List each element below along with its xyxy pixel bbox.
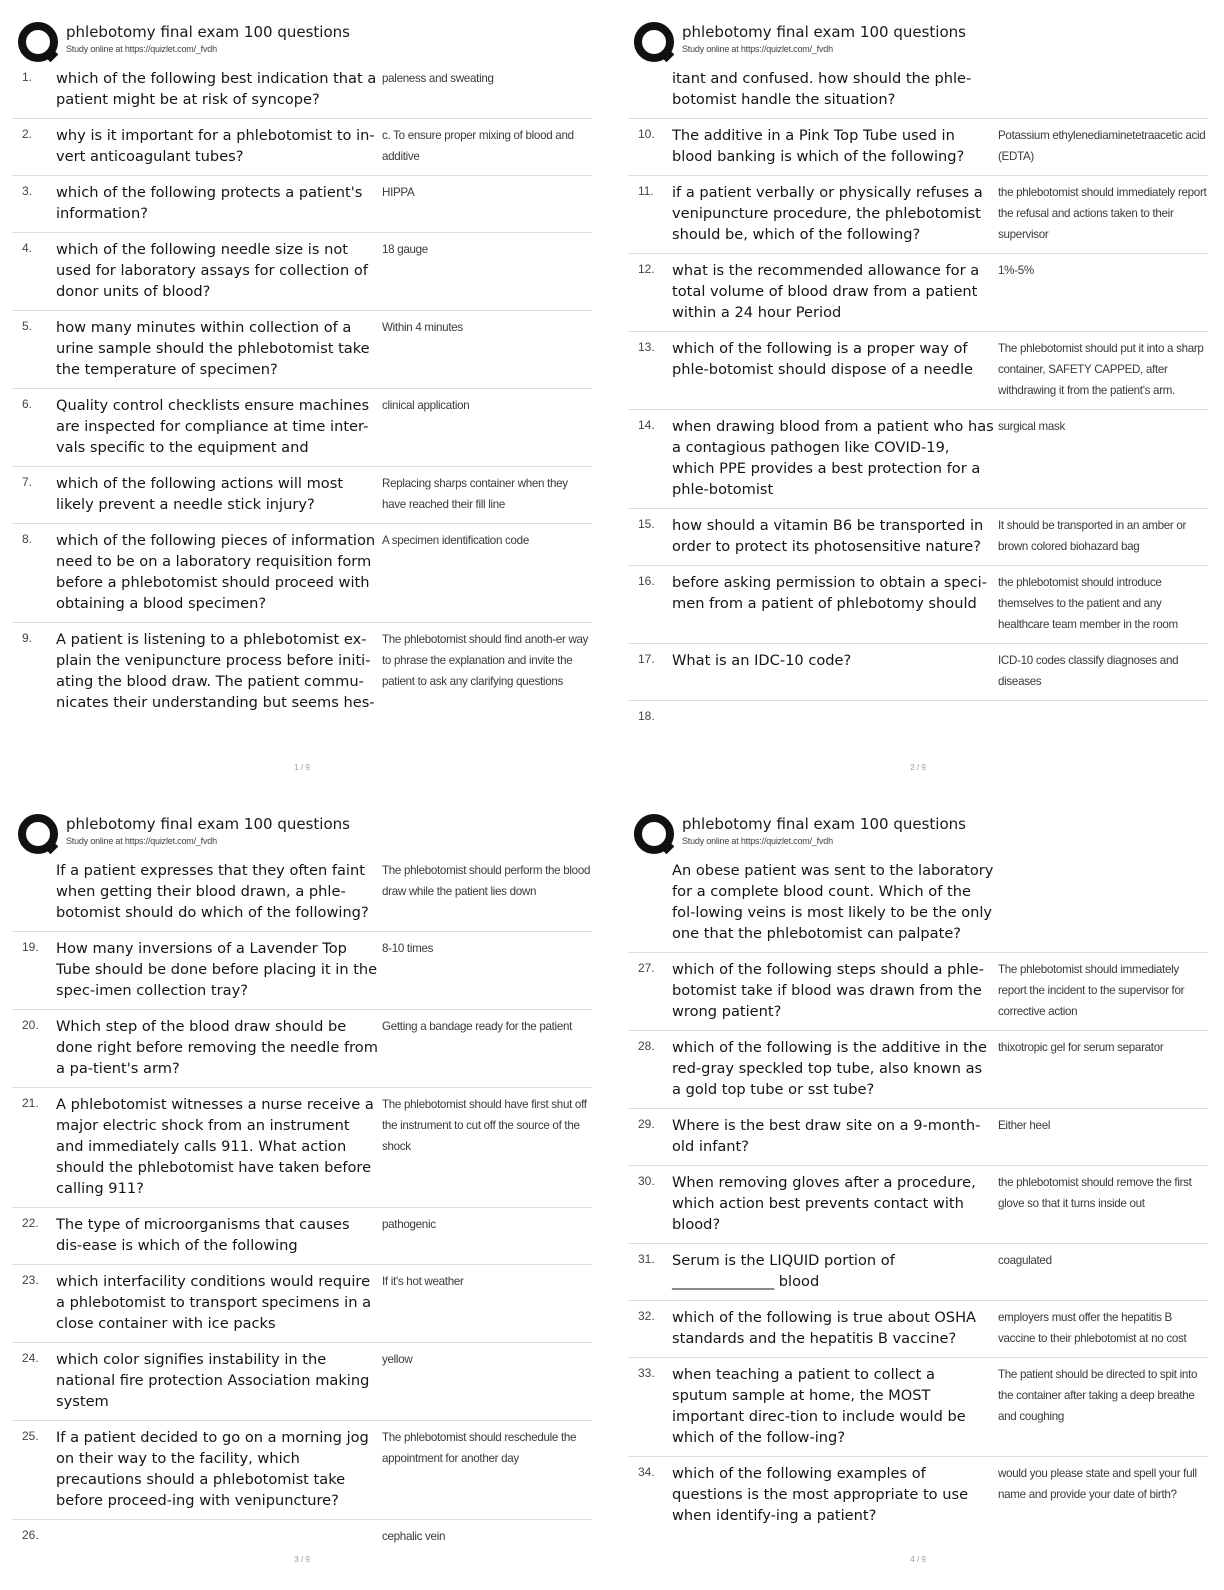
page-number: 2 / 9 xyxy=(910,763,926,772)
question-number: 16. xyxy=(638,574,655,588)
question-number: 20. xyxy=(22,1018,39,1032)
document-page-3 xyxy=(12,810,604,1590)
answer-text: cephalic vein xyxy=(382,1530,446,1543)
answer-text: 18 gauge xyxy=(382,243,428,256)
question-row xyxy=(12,1265,592,1343)
answer-text: The phlebotomist should immediately report the incident to the supervisor for corrective action xyxy=(998,963,1185,1018)
question-text: if a patient verbally or physically refuses a venipuncture procedure, the phlebotomist should be, which of the following? xyxy=(672,184,983,243)
answer-text: employers must offer the hepatitis B vaccine to their phlebotomist at no cost xyxy=(998,1311,1187,1345)
question-number: 18. xyxy=(638,709,655,723)
question-number: 29. xyxy=(638,1117,655,1131)
question-row xyxy=(628,62,1208,119)
quizlet-logo-icon xyxy=(634,22,674,62)
question-number: 12. xyxy=(638,262,655,276)
question-number: 30. xyxy=(638,1174,655,1188)
question-row xyxy=(628,1457,1208,1534)
question-list xyxy=(12,854,592,1555)
question-text: A patient is listening to a phlebotomist ex-plain the venipuncture process before initi-ating the blood draw. The patient commu-nicates their understanding but seems hes- xyxy=(56,631,375,711)
question-number xyxy=(628,860,672,944)
answer-text: Getting a bandage ready for the patient xyxy=(382,1020,573,1033)
question-text: If a patient decided to go on a morning jog on their way to the facility, which precautions should a phlebotomist take before proceed-ing with venipuncture? xyxy=(56,1429,369,1509)
document-title: phlebotomy final exam 100 questions xyxy=(682,815,966,833)
answer-text: Within 4 minutes xyxy=(382,321,463,334)
question-text: When removing gloves after a procedure, which action best prevents contact with blood? xyxy=(672,1174,976,1233)
question-text: what is the recommended allowance for a total volume of blood draw from a patient within a 24 hour Period xyxy=(672,262,980,321)
question-text: why is it important for a phlebotomist to in-vert anticoagulant tubes? xyxy=(56,127,375,165)
quizlet-logo-icon xyxy=(18,22,58,62)
question-text: How many inversions of a Lavender Top Tube should be done before placing it in the spec-imen collection tray? xyxy=(56,940,378,999)
question-number: 19. xyxy=(22,940,39,954)
question-row xyxy=(12,932,592,1010)
question-number: 24. xyxy=(22,1351,39,1365)
question-number: 15. xyxy=(638,517,655,531)
answer-text: the phlebotomist should remove the first glove so that it turns inside out xyxy=(998,1176,1192,1210)
question-row xyxy=(12,1520,592,1555)
question-text: which of the following pieces of information need to be on a laboratory requisition form before a phlebotomist should proceed with obtaining a blood specimen? xyxy=(56,532,376,612)
answer-text xyxy=(998,707,1208,723)
question-text: itant and confused. how should the phle-botomist handle the situation? xyxy=(672,70,972,108)
answer-text: Either heel xyxy=(998,1119,1051,1132)
question-number: 8. xyxy=(22,532,33,546)
answer-text: The phlebotomist should perform the blood draw while the patient lies down xyxy=(382,864,591,898)
page-header xyxy=(628,810,1220,854)
answer-text: The phlebotomist should find anoth-er way to phrase the explanation and invite the patient to ask any clarifying questions xyxy=(382,633,589,688)
question-row xyxy=(12,623,592,721)
question-row xyxy=(12,1421,592,1520)
question-row xyxy=(628,176,1208,254)
question-number: 13. xyxy=(638,340,655,354)
question-row xyxy=(628,1166,1208,1244)
question-text: Quality control checklists ensure machines are inspected for compliance at time inter-vals specific to the equipment and xyxy=(56,397,370,456)
answer-text: It should be transported in an amber or brown colored biohazard bag xyxy=(998,519,1187,553)
question-number: 4. xyxy=(22,241,33,255)
document-title: phlebotomy final exam 100 questions xyxy=(682,23,966,41)
question-text: If a patient expresses that they often faint when getting their blood drawn, a phle-botomist should do which of the following? xyxy=(56,862,369,921)
question-row xyxy=(628,701,1208,731)
document-subtitle: Study online at https://quizlet.com/_fvdh xyxy=(66,836,217,846)
question-row xyxy=(12,467,592,524)
question-text: which interfacility conditions would require a phlebotomist to transport specimens in a close container with ice packs xyxy=(56,1273,372,1332)
question-text: which of the following examples of questions is the most appropriate to use when identify-ing a patient? xyxy=(672,1465,969,1524)
question-number: 26. xyxy=(22,1528,39,1542)
question-row xyxy=(628,1301,1208,1358)
question-number xyxy=(628,68,672,110)
question-row xyxy=(12,62,592,119)
answer-text: thixotropic gel for serum separator xyxy=(998,1041,1164,1054)
question-row xyxy=(628,1109,1208,1166)
question-text: which of the following is a proper way of phle-botomist should dispose of a needle xyxy=(672,340,974,378)
answer-text: coagulated xyxy=(998,1254,1052,1267)
question-row xyxy=(12,389,592,467)
page-header xyxy=(12,18,604,62)
answer-text: The phlebotomist should reschedule the appointment for another day xyxy=(382,1431,577,1465)
quizlet-logo-icon xyxy=(634,814,674,854)
question-row xyxy=(12,1208,592,1265)
question-text: An obese patient was sent to the laboratory for a complete blood count. Which of the fol-lowing veins is most likely to be the only one that the phlebotomist can palpate? xyxy=(672,862,994,942)
question-number: 3. xyxy=(22,184,33,198)
answer-text: the phlebotomist should introduce themselves to the patient and any healthcare team member in the room xyxy=(998,576,1178,631)
question-number: 14. xyxy=(638,418,655,432)
question-row xyxy=(628,1031,1208,1109)
question-text: when drawing blood from a patient who has a contagious pathogen like COVID-19, which PPE provides a best protection for a phle-botomist xyxy=(672,418,994,498)
answer-text: 8-10 times xyxy=(382,942,434,955)
question-text: which of the following needle size is not used for laboratory assays for collection of donor units of blood? xyxy=(56,241,368,300)
question-number: 9. xyxy=(22,631,33,645)
page-number: 1 / 9 xyxy=(294,763,310,772)
question-row xyxy=(628,644,1208,701)
question-row xyxy=(628,854,1208,953)
page-header xyxy=(628,18,1220,62)
answer-text: yellow xyxy=(382,1353,413,1366)
question-number: 28. xyxy=(638,1039,655,1053)
answer-text: pathogenic xyxy=(382,1218,436,1231)
answer-text: The patient should be directed to spit into the container after taking a deep breathe and coughing xyxy=(998,1368,1198,1423)
question-number: 7. xyxy=(22,475,33,489)
question-text: which color signifies instability in the national fire protection Association making system xyxy=(56,1351,370,1410)
question-row xyxy=(12,176,592,233)
answer-text: If it's hot weather xyxy=(382,1275,464,1288)
document-subtitle: Study online at https://quizlet.com/_fvdh xyxy=(682,44,833,54)
answer-text xyxy=(998,860,1208,944)
document-subtitle: Study online at https://quizlet.com/_fvdh xyxy=(66,44,217,54)
page-number: 3 / 9 xyxy=(294,1555,310,1564)
question-number: 17. xyxy=(638,652,655,666)
question-number: 22. xyxy=(22,1216,39,1230)
document-title: phlebotomy final exam 100 questions xyxy=(66,815,350,833)
question-row xyxy=(628,1358,1208,1457)
question-row xyxy=(628,1244,1208,1301)
answer-text: Potassium ethylenediaminetetraacetic acid (EDTA) xyxy=(998,129,1206,163)
question-text: The additive in a Pink Top Tube used in blood banking is which of the following? xyxy=(672,127,965,165)
answer-text: HIPPA xyxy=(382,186,415,199)
question-text: Where is the best draw site on a 9-month-old infant? xyxy=(672,1117,981,1155)
answer-text: would you please state and spell your full name and provide your date of birth? xyxy=(998,1467,1197,1501)
question-row xyxy=(12,119,592,176)
question-list xyxy=(12,62,592,721)
question-text: when teaching a patient to collect a sputum sample at home, the MOST important direc-tion to include would be which of the follow-ing? xyxy=(672,1366,966,1446)
question-number: 1. xyxy=(22,70,33,84)
question-text: which of the following is the additive in the red-gray speckled top tube, also known as a gold top tube or sst tube? xyxy=(672,1039,988,1098)
question-text: which of the following protects a patient's information? xyxy=(56,184,363,222)
question-text: Serum is the LIQUID portion of ______________ blood xyxy=(672,1252,895,1290)
question-row xyxy=(628,119,1208,176)
answer-text xyxy=(998,68,1208,110)
question-text: which of the following steps should a phle-botomist take if blood was drawn from the wrong patient? xyxy=(672,961,984,1020)
document-page-4 xyxy=(628,810,1220,1590)
question-number: 11. xyxy=(638,184,654,198)
question-number: 10. xyxy=(638,127,655,141)
question-row xyxy=(12,1010,592,1088)
question-text xyxy=(672,707,998,723)
answer-text: A specimen identification code xyxy=(382,534,529,547)
question-text xyxy=(56,1526,382,1547)
question-number: 31. xyxy=(638,1252,655,1266)
question-text: What is an IDC-10 code? xyxy=(672,652,852,669)
question-row xyxy=(12,233,592,311)
answer-text: surgical mask xyxy=(998,420,1065,433)
question-number: 6. xyxy=(22,397,33,411)
question-number: 23. xyxy=(22,1273,39,1287)
question-number: 25. xyxy=(22,1429,39,1443)
question-row xyxy=(12,1088,592,1208)
question-number: 34. xyxy=(638,1465,655,1479)
question-text: which of the following actions will most likely prevent a needle stick injury? xyxy=(56,475,344,513)
question-row xyxy=(628,509,1208,566)
question-row xyxy=(12,311,592,389)
page-number: 4 / 9 xyxy=(910,1555,926,1564)
answer-text: The phlebotomist should have first shut off the instrument to cut off the source of the shock xyxy=(382,1098,587,1153)
question-text: how many minutes within collection of a urine sample should the phlebotomist take the temperature of specimen? xyxy=(56,319,370,378)
question-row xyxy=(628,410,1208,509)
question-list xyxy=(628,854,1208,1534)
question-number: 27. xyxy=(638,961,655,975)
document-page-2 xyxy=(628,18,1220,798)
document-title: phlebotomy final exam 100 questions xyxy=(66,23,350,41)
question-row xyxy=(628,953,1208,1031)
question-number: 2. xyxy=(22,127,33,141)
answer-text: Replacing sharps container when they have reached their fill line xyxy=(382,477,568,511)
question-text: before asking permission to obtain a speci-men from a patient of phlebotomy should xyxy=(672,574,988,612)
quizlet-logo-icon xyxy=(18,814,58,854)
question-number: 33. xyxy=(638,1366,655,1380)
question-row xyxy=(12,1343,592,1421)
question-number: 21. xyxy=(22,1096,39,1110)
document-subtitle: Study online at https://quizlet.com/_fvdh xyxy=(682,836,833,846)
question-text: A phlebotomist witnesses a nurse receive a major electric shock from an instrument and immediately calls 911. What action should the phlebotomist have taken before calling 911? xyxy=(56,1096,374,1197)
answer-text: the phlebotomist should immediately report the refusal and actions taken to their supervisor xyxy=(998,186,1207,241)
document-page-1 xyxy=(12,18,604,798)
question-text: The type of microorganisms that causes dis-ease is which of the following xyxy=(56,1216,350,1254)
answer-text: ICD-10 codes classify diagnoses and diseases xyxy=(998,654,1179,688)
question-number xyxy=(12,860,56,923)
answer-text: paleness and sweating xyxy=(382,72,494,85)
question-number: 5. xyxy=(22,319,33,333)
question-row xyxy=(628,566,1208,644)
question-text: which of the following best indication that a patient might be at risk of syncope? xyxy=(56,70,377,108)
question-row xyxy=(12,524,592,623)
question-number: 32. xyxy=(638,1309,655,1323)
answer-text: The phlebotomist should put it into a sharp container, SAFETY CAPPED, after withdrawing it from the patient's arm. xyxy=(998,342,1204,397)
answer-text: c. To ensure proper mixing of blood and additive xyxy=(382,129,574,163)
question-row xyxy=(628,332,1208,410)
answer-text: 1%-5% xyxy=(998,264,1034,277)
question-row xyxy=(628,254,1208,332)
question-list xyxy=(628,62,1208,731)
question-text: which of the following is true about OSHA standards and the hepatitis B vaccine? xyxy=(672,1309,977,1347)
answer-text: clinical application xyxy=(382,399,470,412)
question-text: Which step of the blood draw should be done right before removing the needle from a pa-tient's arm? xyxy=(56,1018,378,1077)
page-header xyxy=(12,810,604,854)
question-row xyxy=(12,854,592,932)
question-text: how should a vitamin B6 be transported in order to protect its photosensitive nature? xyxy=(672,517,984,555)
